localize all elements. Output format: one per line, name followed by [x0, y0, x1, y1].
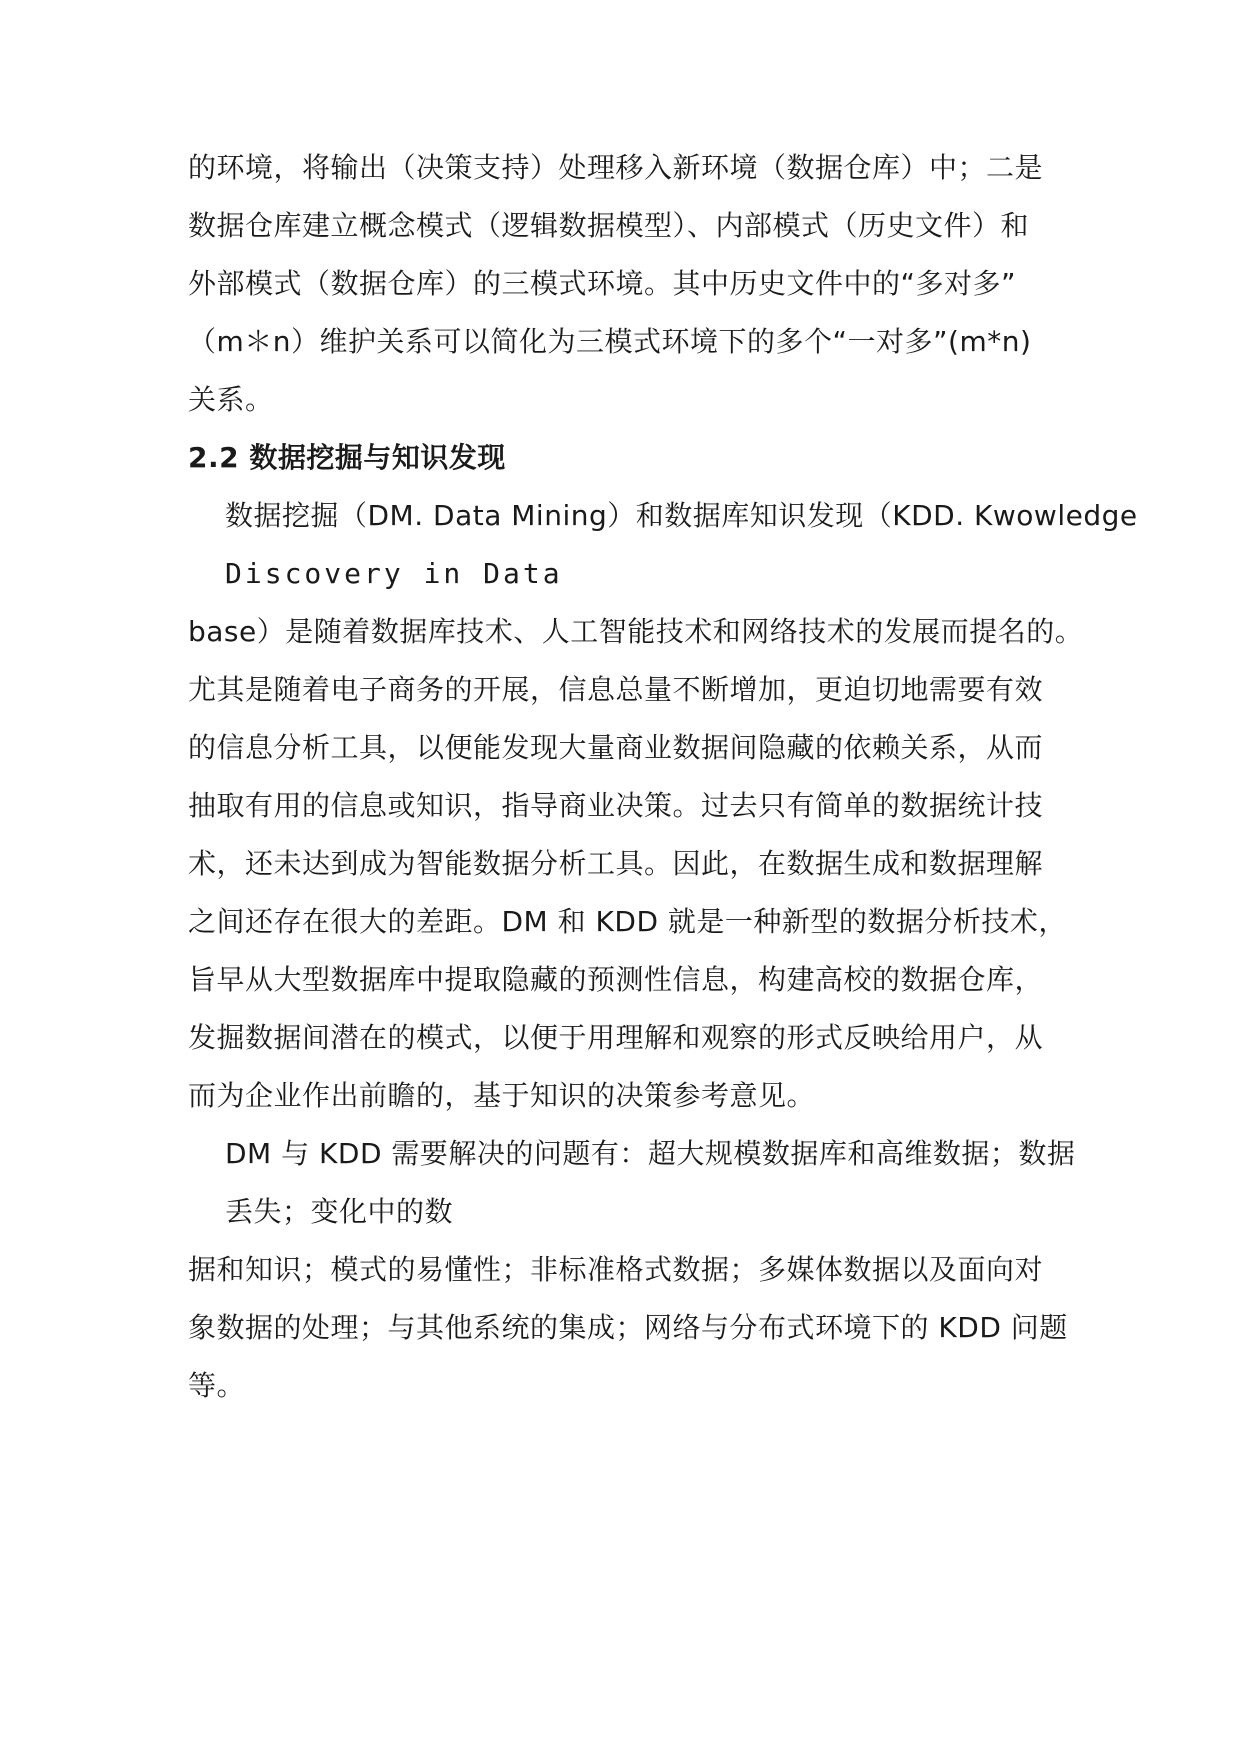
paragraph-line: 关系。: [188, 383, 274, 416]
paragraph-line: 之间还存在很大的差距。DM 和 KDD 就是一种新型的数据分析技术，: [188, 905, 1067, 938]
paragraph-line: 抽取有用的信息或知识，指导商业决策。过去只有简单的数据统计技: [188, 789, 1044, 822]
paragraph-line: 发掘数据间潜在的模式，以便于用理解和观察的形式反映给用户，从: [188, 1021, 1044, 1054]
paragraph-line: 象数据的处理；与其他系统的集成；网络与分布式环境下的 KDD 问题: [188, 1311, 1068, 1344]
section-heading: 2.2 数据挖掘与知识发现: [188, 441, 506, 474]
paragraph-line: DM 与 KDD 需要解决的问题有：超大规模数据库和高维数据；数据: [225, 1137, 1076, 1170]
paragraph-line: 等。: [188, 1369, 246, 1402]
paragraph-line: 外部模式（数据仓库）的三模式环境。其中历史文件中的“多对多”: [188, 267, 1017, 300]
paragraph-line: base）是随着数据库技术、人工智能技术和网络技术的发展而提名的。: [188, 615, 1084, 648]
paragraph-line: 旨早从大型数据库中提取隐藏的预测性信息，构建高校的数据仓库，: [188, 963, 1044, 996]
paragraph-line: Discovery in Data: [225, 557, 563, 590]
paragraph-line: 尤其是随着电子商务的开展，信息总量不断增加，更迫切地需要有效: [188, 673, 1044, 706]
paragraph-line: 而为企业作出前瞻的，基于知识的决策参考意见。: [188, 1079, 816, 1112]
paragraph-line: 数据仓库建立概念模式（逻辑数据模型）、内部模式（历史文件）和: [188, 209, 1030, 242]
paragraph-line: 数据挖掘（DM. Data Mining）和数据库知识发现（KDD. Kwowledge: [225, 499, 1138, 532]
paragraph-line: 丢失；变化中的数: [225, 1195, 454, 1228]
paragraph-line: 术，还未达到成为智能数据分析工具。因此，在数据生成和数据理解: [188, 847, 1044, 880]
paragraph-line: 的环境，将输出（决策支持）处理移入新环境（数据仓库）中；二是: [188, 151, 1044, 184]
paragraph-line: （m＊n）维护关系可以简化为三模式环境下的多个“一对多”(m*n): [188, 325, 1032, 358]
paragraph-line: 据和知识；模式的易懂性；非标准格式数据；多媒体数据以及面向对: [188, 1253, 1044, 1286]
paragraph-line: 的信息分析工具，以便能发现大量商业数据间隐藏的依赖关系，从而: [188, 731, 1044, 764]
